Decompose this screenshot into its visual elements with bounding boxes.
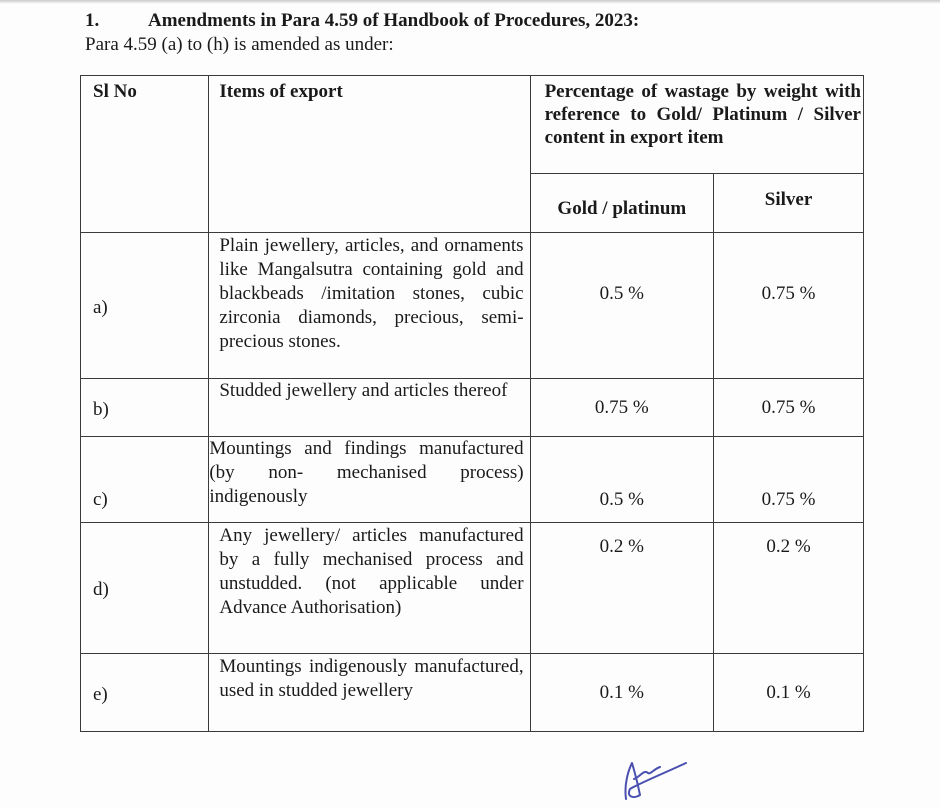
wastage-table (80, 75, 864, 732)
row-silver: 0.75 % (714, 437, 864, 523)
row-gold: 0.75 % (530, 379, 714, 437)
row-item: Plain jewellery, articles, and ornaments like Mangalsutra containing gold and blackbeads /imitation stones, cubic zirconia diamonds, precious, semi-precious stones. (209, 233, 530, 379)
header-gold: Gold / platinum (530, 174, 714, 233)
section-title: Amendments in Para 4.59 of Handbook of Procedures, 2023: (148, 10, 640, 31)
row-sl: b) (81, 379, 209, 437)
row-gold: 0.5 % (530, 437, 714, 523)
page-edge-shadow (0, 0, 940, 4)
row-sl: a) (81, 233, 209, 379)
row-item: Studded jewellery and articles thereof (209, 379, 530, 437)
row-item: Mountings and findings manufactured (by non- mechanised process) indigenously (209, 437, 530, 523)
row-sl: e) (81, 654, 209, 732)
row-gold: 0.1 % (530, 654, 714, 732)
row-gold: 0.5 % (530, 233, 714, 379)
row-silver: 0.2 % (714, 523, 864, 654)
row-item: Mountings indigenously manufactured, used in studded jewellery (209, 654, 530, 732)
section-subheading: Para 4.59 (a) to (h) is amended as under: (85, 34, 394, 55)
table-row (81, 379, 864, 437)
table-row (81, 437, 864, 523)
row-sl: c) (81, 437, 209, 523)
table-row (81, 233, 864, 379)
table-row (81, 523, 864, 654)
row-gold: 0.2 % (530, 523, 714, 654)
header-row (81, 76, 864, 174)
row-item: Any jewellery/ articles manufactured by a fully mechanised process and unstudded. (not applicable under Advance Authorisation) (209, 523, 530, 654)
row-sl: d) (81, 523, 209, 654)
table-row (81, 654, 864, 732)
header-items: Items of export (209, 76, 530, 233)
signature-icon (620, 755, 700, 805)
section-heading (85, 10, 639, 32)
header-percentage: Percentage of wastage by weight with reference to Gold/ Platinum / Silver content in export item (530, 76, 863, 174)
section-number: 1. (85, 10, 100, 31)
row-silver: 0.1 % (714, 654, 864, 732)
row-silver: 0.75 % (714, 379, 864, 437)
header-silver: Silver (714, 174, 864, 233)
header-sl-no: Sl No (81, 76, 209, 233)
row-silver: 0.75 % (714, 233, 864, 379)
